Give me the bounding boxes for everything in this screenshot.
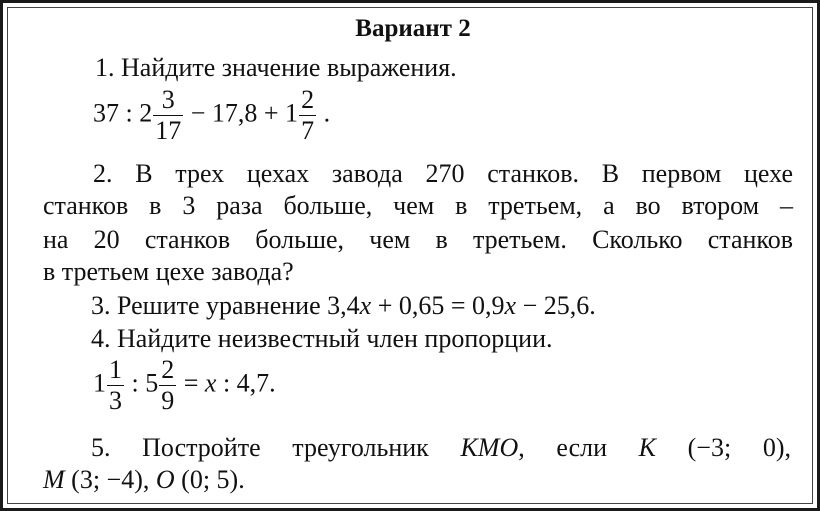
task4-fraction-2-numerator: 2	[161, 355, 175, 384]
task1-fraction-1-numerator: 3	[153, 87, 183, 116]
task5-point-k: K	[638, 433, 656, 462]
task4-middle: : 5	[125, 368, 159, 398]
task1-text: 1. Найдите значение выражения.	[95, 53, 457, 82]
task5-k-coords: (−3; 0),	[656, 433, 792, 462]
task5-o-coords: (0; 5).	[174, 465, 245, 494]
task3-prefix: 3. Решите уравнение 3,4	[91, 291, 360, 320]
task1-fraction-1-denominator: 17	[155, 116, 182, 145]
task2-line-4: в третьем цехе завода?	[43, 257, 294, 286]
task3-variable-x2: x	[504, 291, 517, 320]
task1-fraction-2-denominator: 7	[301, 116, 315, 145]
task4-fraction-1	[107, 357, 124, 414]
task1-fraction-2	[299, 87, 316, 144]
task5-m-coords: (3; −4),	[64, 465, 156, 494]
task1-expression	[93, 87, 330, 144]
task4-proportion	[93, 357, 276, 414]
task5-line-2	[43, 465, 245, 495]
task1-expr-part-c: .	[317, 98, 331, 128]
task3-middle: + 0,65 = 0,9	[371, 291, 505, 320]
task5-line-1	[91, 433, 791, 463]
task4-tail: : 4,7.	[216, 368, 276, 398]
task4-fraction-2-denominator: 9	[161, 386, 175, 415]
task2-line-1: 2. В трех цехах завода 270 станков. В первом цехе	[93, 159, 793, 188]
task1-expr-part-a: 37 : 2	[93, 98, 153, 128]
task5-prefix: 5. Постройте треугольник	[91, 433, 461, 462]
task4-fraction-1-numerator: 1	[109, 355, 122, 384]
task2-line-2: станков в 3 раза больше, чем в третьем, а во втором –	[43, 191, 793, 220]
task3-suffix: − 25,6.	[516, 291, 596, 320]
task5-point-m: M	[43, 465, 65, 494]
task4-variable-x: x	[204, 368, 217, 398]
task5-triangle-kmo: KMO	[460, 433, 519, 462]
task2-line-3: на 20 станков больше, чем в третьем. Сколько станков	[43, 225, 793, 254]
task5-point-o: O	[155, 465, 175, 494]
task3-equation	[91, 291, 596, 321]
task3-variable-x1: x	[359, 291, 372, 320]
task1-expr-part-b: − 17,8 + 1	[184, 98, 299, 128]
task4-text: 4. Найдите неизвестный член пропорции.	[91, 324, 553, 353]
task4-fraction-1-denominator: 3	[109, 386, 122, 415]
task5-if: , если	[518, 433, 639, 462]
task1-fraction-2-numerator: 2	[301, 85, 315, 114]
variant-title: Вариант 2	[355, 15, 471, 42]
task4-equals: =	[177, 368, 205, 398]
task4-whole-1: 1	[93, 368, 106, 398]
task1-fraction-1	[153, 87, 183, 144]
task4-fraction-2	[159, 357, 176, 414]
